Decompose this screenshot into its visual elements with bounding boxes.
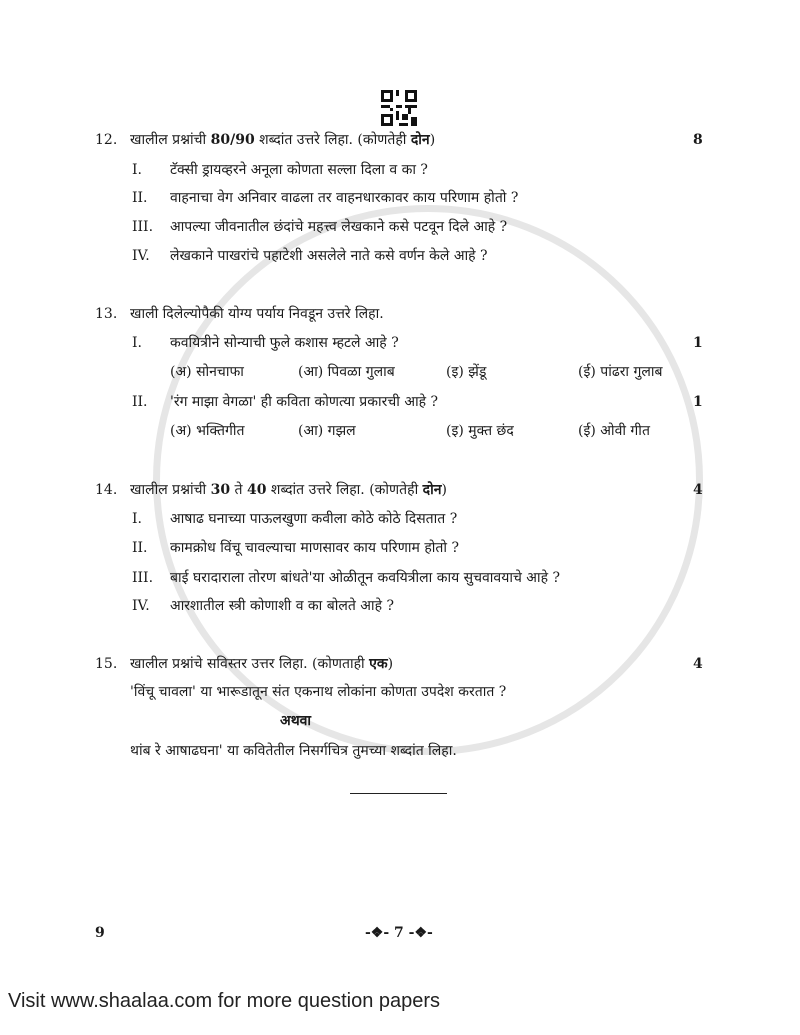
paper-code: 9 [95, 925, 105, 941]
option: (ई) ओवी गीत [578, 423, 650, 439]
q13-number: 13. [95, 306, 118, 322]
q15-marks: 4 [693, 656, 703, 672]
option: (इ) झेंडू [446, 364, 487, 380]
q12-roman: I. [132, 162, 142, 178]
q13-marks: 1 [693, 335, 703, 351]
option: (आ) गझल [298, 423, 356, 439]
q14-item: आषाढ घनाच्या पाऊलखुणा कवीला कोठे कोठे दिसतात ? [170, 511, 458, 527]
q12-text: खालील प्रश्नांची 80/90 शब्दांत उत्तरे लिहा. (कोणतेही दोन) [130, 132, 436, 148]
q12-item: वाहनाचा वेग अनिवार वाढला तर वाहनधारकावर काय परिणाम होतो ? [170, 190, 519, 206]
option: (आ) पिवळा गुलाब [298, 364, 395, 380]
q12-roman: IV. [132, 248, 150, 264]
q12-item: टॅक्सी ड्रायव्हरने अनूला कोणता सल्ला दिला व का ? [170, 162, 428, 178]
q15-option-2: थांब रे आषाढघना' या कवितेतील निसर्गचित्र तुमच्या शब्दांत लिहा. [130, 743, 457, 759]
option: (अ) सोनचाफा [170, 364, 244, 380]
option: (इ) मुक्त छंद [446, 423, 514, 439]
q14-roman: II. [132, 540, 148, 556]
q12-item: लेखकाने पाखरांचे पहाटेशी असलेले नाते कसे वर्णन केले आहे ? [170, 248, 488, 264]
q12-item: आपल्या जीवनातील छंदांचे महत्त्व लेखकाने कसे पटवून दिले आहे ? [170, 219, 508, 235]
qr-code-icon [381, 90, 417, 126]
option: (अ) भक्तिगीत [170, 423, 245, 439]
q14-item: आरशातील स्त्री कोणाशी व का बोलते आहे ? [170, 598, 395, 614]
q12-roman: II. [132, 190, 148, 206]
q12-marks: 8 [693, 132, 703, 148]
q13-marks: 1 [693, 394, 703, 410]
q14-roman: IV. [132, 598, 150, 614]
q14-text: खालील प्रश्नांची 30 ते 40 शब्दांत उत्तरे लिहा. (कोणतेही दोन) [130, 482, 447, 498]
q13-text: खाली दिलेल्योपैकी योग्य पर्याय निवडून उत्तरे लिहा. [130, 306, 384, 322]
q15-number: 15. [95, 656, 118, 672]
q13-item: कवयित्रीने सोन्याची फुले कशास म्हटले आहे ? [170, 335, 399, 351]
q14-roman: I. [132, 511, 142, 527]
q14-number: 14. [95, 482, 118, 498]
end-rule [350, 793, 447, 794]
q12-number: 12. [95, 132, 118, 148]
q14-item: कामक्रोध विंचू चावल्याचा माणसावर काय परिणाम होतो ? [170, 540, 459, 556]
page-number: -❖- 7 -❖- [365, 925, 433, 941]
q13-item: 'रंग माझा वेगळा' ही कविता कोणत्या प्रकारची आहे ? [170, 394, 439, 410]
q13-roman: I. [132, 335, 142, 351]
q14-roman: III. [132, 570, 154, 586]
q12-roman: III. [132, 219, 154, 235]
q14-item: बाई घरादाराला तोरण बांधते'या ओळीतून कवयित्रीला काय सुचवावयाचे आहे ? [170, 570, 560, 586]
q13-roman: II. [132, 394, 148, 410]
q14-marks: 4 [693, 482, 703, 498]
option: (ई) पांढरा गुलाब [578, 364, 663, 380]
q15-text: खालील प्रश्नांचे सविस्तर उत्तर लिहा. (कोणताही एक) [130, 656, 394, 672]
q15-option-1: 'विंचू चावला' या भारूडातून संत एकनाथ लोकांना कोणता उपदेश करतात ? [130, 684, 507, 700]
q15-or: अथवा [280, 713, 312, 729]
footer-link[interactable]: Visit www.shaalaa.com for more question papers [8, 990, 441, 1012]
